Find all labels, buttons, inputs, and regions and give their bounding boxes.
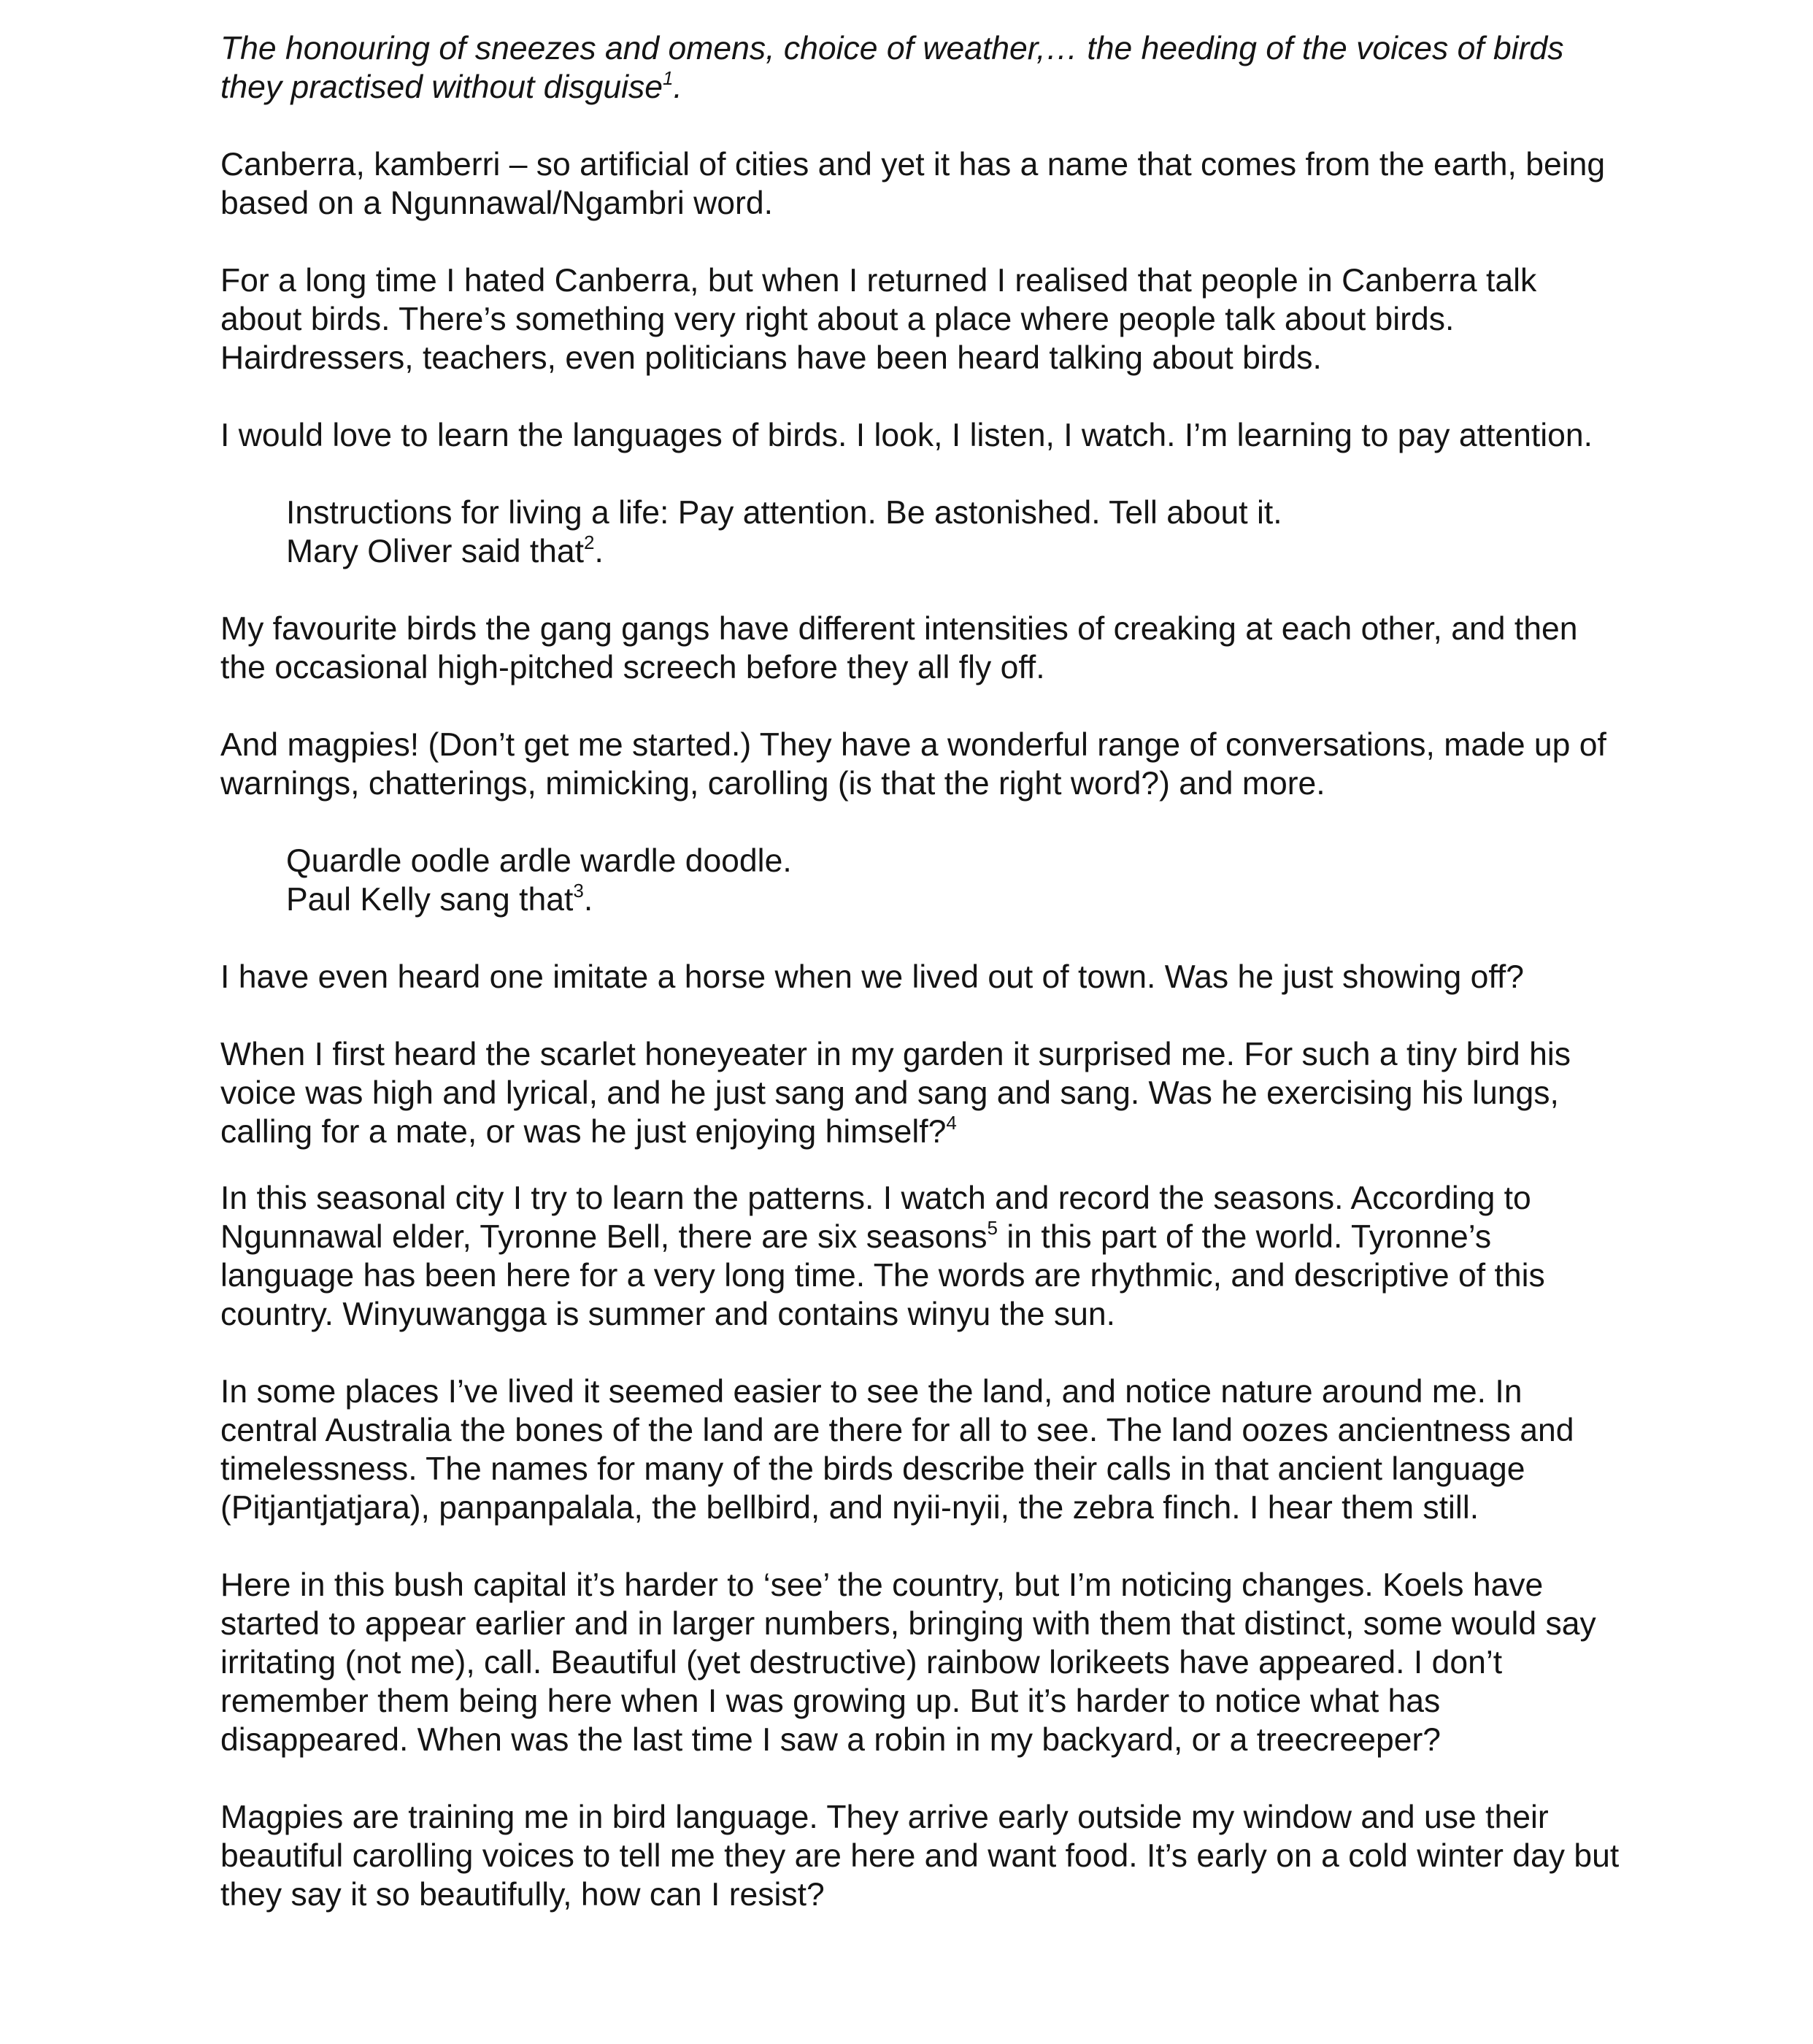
paragraph-learn-languages: I would love to learn the languages of birds. I look, I listen, I watch. I’m learning to pay attention.: [220, 418, 1593, 453]
footnote-ref-1[interactable]: 1: [663, 67, 674, 90]
attribution-end: .: [594, 534, 604, 569]
attribution-end: .: [583, 882, 593, 918]
epigraph-end: .: [673, 69, 682, 105]
attribution-text: Paul Kelly sang that: [286, 882, 574, 918]
paragraph-scarlet-honeyeater: [220, 1035, 1622, 1151]
honeyeater-text: When I first heard the scarlet honeyeater in my garden it surprised me. For such a tiny bird his voice was high and lyrical, and he just sang and sang and sang. Was he exercising his lungs, calling for a mate, or was he just enjoying himself?: [220, 1037, 1571, 1150]
quote-mary-oliver: [286, 493, 1622, 571]
seasonal-text-end: in this part of the world. Tyronne’s language has been here for a very long time. The words are rhythmic, and descriptive of this country. Winyuwangga is summer and contains winyu the sun.: [220, 1219, 1545, 1332]
seasonal-text-start: In this seasonal city I try to learn the patterns. I watch and record the seasons. According to Ngunnawal elder, Tyronne Bell, there are six seasons: [220, 1180, 1531, 1255]
paragraph-hated-canberra: For a long time I hated Canberra, but when I returned I realised that people in Canberra talk about birds. There’s something very right about a place where people talk about birds. Hairdressers, teachers, even politicians have been heard talking about birds.: [220, 263, 1537, 376]
attribution-text: Mary Oliver said that: [286, 534, 585, 569]
paragraph-canberra-name: Canberra, kamberri – so artificial of cities and yet it has a name that comes from the earth, being based on a Ngunnawal/Ngambri word.: [220, 147, 1606, 221]
epigraph-paragraph: [220, 29, 1622, 107]
paragraph-central-australia: In some places I’ve lived it seemed easier to see the land, and notice nature around me. In central Australia the bones of the land are there for all to see. The land oozes ancientness and timelessness. The names for many of the birds describe their calls in that ancient language (Pitjantjatjara), panpanpalala, the bellbird, and nyii-nyii, the zebra finch. I hear them still.: [220, 1374, 1574, 1526]
paragraph-magpies-training: Magpies are training me in bird language. They arrive early outside my window and use their beautiful carolling voices to tell me they are here and want food. It’s early on a cold winter day but they say it so beautifully, how can I resist?: [220, 1799, 1620, 1913]
footnote-ref-2[interactable]: 2: [584, 531, 595, 554]
quote-line: Quardle oodle ardle wardle doodle.: [286, 843, 792, 879]
paragraph-magpies: And magpies! (Don’t get me started.) They have a wonderful range of conversations, made up of warnings, chatterings, mimicking, carolling (is that the right word?) and more.: [220, 727, 1606, 802]
document-page: [220, 29, 1622, 1953]
paragraph-horse-imitation: I have even heard one imitate a horse when we lived out of town. Was he just showing off?: [220, 959, 1524, 995]
quote-paul-kelly: [286, 842, 1622, 919]
quote-attribution: [286, 532, 1622, 571]
quote-attribution: [286, 880, 1622, 919]
epigraph-text: The honouring of sneezes and omens, choice of weather,… the heeding of the voices of birds they practised without disguise: [220, 31, 1564, 105]
footnote-ref-3[interactable]: 3: [573, 880, 584, 902]
paragraph-gang-gangs: My favourite birds the gang gangs have different intensities of creaking at each other, and then the occasional high-pitched screech before they all fly off.: [220, 611, 1578, 685]
footnote-ref-5[interactable]: 5: [987, 1217, 998, 1240]
paragraph-seasonal-city: [220, 1179, 1622, 1334]
footnote-ref-4[interactable]: 4: [946, 1112, 957, 1134]
paragraph-bush-capital: Here in this bush capital it’s harder to ‘see’ the country, but I’m noticing changes. Koels have started to appear earlier and in larger numbers, bringing with them that distinct, some would say irritating (not me), call. Beautiful (yet destructive) rainbow lorikeets have appeared. I don’t remember them being here when I was growing up. But it’s harder to notice what has disappeared. When was the last time I saw a robin in my backyard, or a treecreeper?: [220, 1567, 1596, 1758]
quote-line: Instructions for living a life: Pay attention. Be astonished. Tell about it.: [286, 495, 1282, 531]
